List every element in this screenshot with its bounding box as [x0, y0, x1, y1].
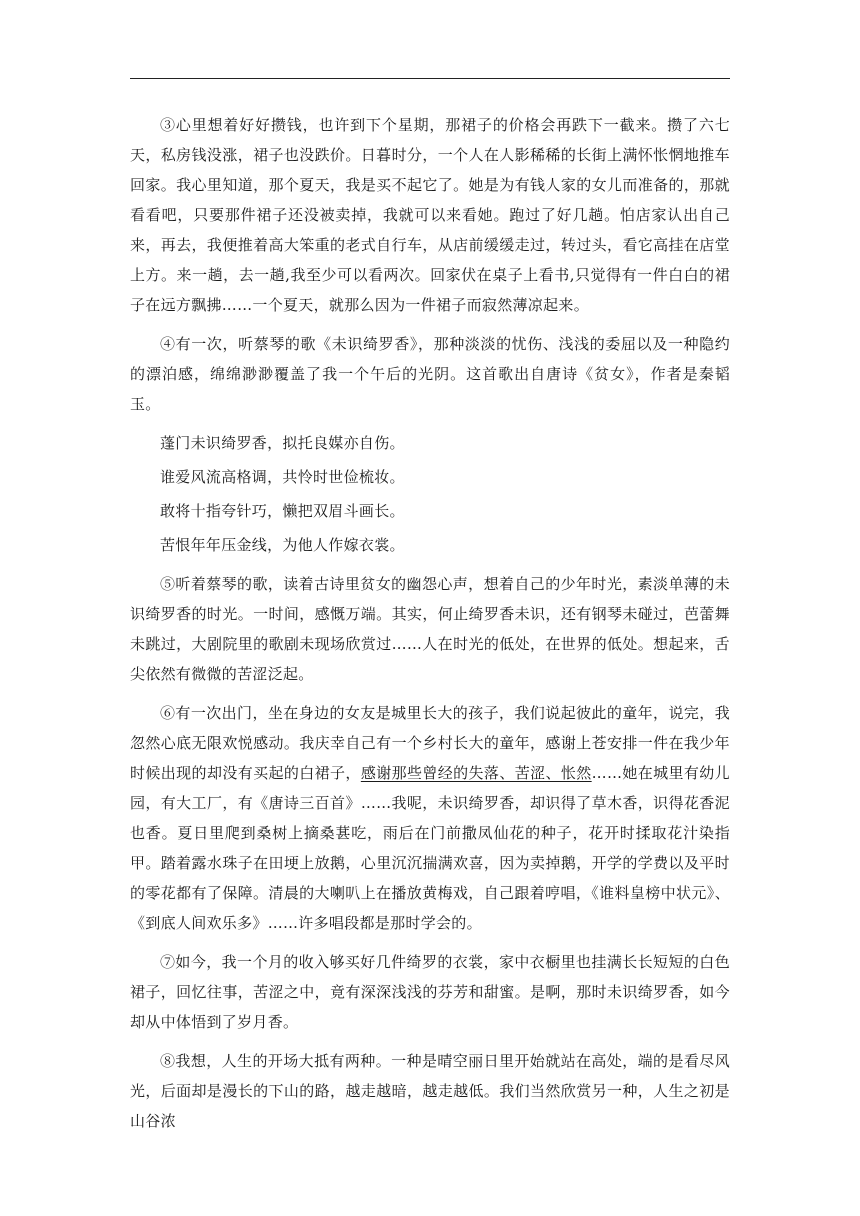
paragraph-3: ③心里想着好好攒钱，也许到下个星期，那裙子的价格会再跌下一截来。攒了六七天，私房钱没涨，裙子也没跌价。日暮时分，一个人在人影稀稀的长街上满怀怅惘地推车回家。我心里知道，那个夏天，我是买不起它了。她是为有钱人家的女儿而准备的，那就看看吧，只要那件裙子还没被卖掉，我就可以来看她。跑过了好几趟。怕店家认出自己来，再去，我便推着高大笨重的老式自行车，从店前缓缓走过，转过头，看它高挂在店堂上方。来一趟，去一趟,我至少可以看两次。回家伏在桌子上看书,只觉得有一件白白的裙子在远方飘拂……一个夏天，就那么因为一件裙子而寂然薄凉起来。	[130, 116, 730, 314]
paragraph-6-text-b: ……她在城里有幼儿园，有大工厂，有《唐诗三百首》……我呢，未识绮罗香，却识得了草木香，识得花香泥也香。夏日里爬到桑树上摘桑葚吃，雨后在门前撒凤仙花的种子，花开时揉取花汁染指甲。踏着露水珠子在田埂上放鹅，心里沉沉揣满欢喜，因为卖掉鹅，开学的学费以及平时的零花都有了保障。清晨的大喇叭上在播放黄梅戏，自己跟着哼唱，《谁料皇榜中状元》、《到底人间欢乐多》……许多唱段都是那时学会的。	[130, 764, 730, 932]
header-rule	[130, 78, 730, 79]
poem-line-2: 谁爱风流高格调，共怜时世俭梳妆。	[160, 468, 405, 486]
paragraph-7: ⑦如今，我一个月的收入够买好几件绮罗的衣裳，家中衣橱里也挂满长长短短的白色裙子，回忆往事，苦涩之中，竟有深深浅浅的芬芳和甜蜜。是啊，那时未识绮罗香，如今却从中体悟到了岁月香。	[130, 953, 730, 1031]
poem-line-1: 蓬门未识绮罗香，拟托良媒亦自伤。	[160, 434, 405, 452]
paragraph-5: ⑤听着蔡琴的歌，读着古诗里贫女的幽怨心声，想着自己的少年时光，素淡单薄的未识绮罗香的时光。一时间，感慨万端。其实，何止绮罗香未识，还有钢琴未碰过，芭蕾舞未跳过，大剧院里的歌剧未现场欣赏过……人在时光的低处，在世界的低处。想起来，舌尖依然有微微的苦涩泛起。	[130, 575, 730, 683]
article-body	[130, 110, 730, 1145]
poem-line-4: 苦恨年年压金线，为他人作嫁衣裳。	[160, 536, 405, 554]
poem-line-3: 敢将十指夸针巧，懒把双眉斗画长。	[160, 502, 405, 520]
underlined-phrase: 感谢那些曾经的失落、苦涩、怅然	[360, 764, 592, 782]
paragraph-6-text-a: ⑥有一次出门，坐在身边的女友是城里长大的孩子，我们说起彼此的童年，说完，我忽然心底无限欢悦感动。我庆幸自己有一个乡村长大的童年，感谢上苍安排一件在我少年时候出现的却没有买起的白裙子，	[130, 704, 730, 782]
paragraph-4: ④有一次，听蔡琴的歌《未识绮罗香》，那种淡淡的忧伤、浅浅的委屈以及一种隐约的漂泊感，绵绵渺渺覆盖了我一个午后的光阴。这首歌出自唐诗《贫女》，作者是秦韬玉。	[130, 335, 730, 413]
paragraph-8: ⑧我想，人生的开场大抵有两种。一种是晴空丽日里开始就站在高处，端的是看尽风光，后面却是漫长的下山的路，越走越暗，越走越低。我们当然欣赏另一种，人生之初是山谷浓	[130, 1052, 730, 1130]
paragraph-6	[130, 698, 730, 938]
